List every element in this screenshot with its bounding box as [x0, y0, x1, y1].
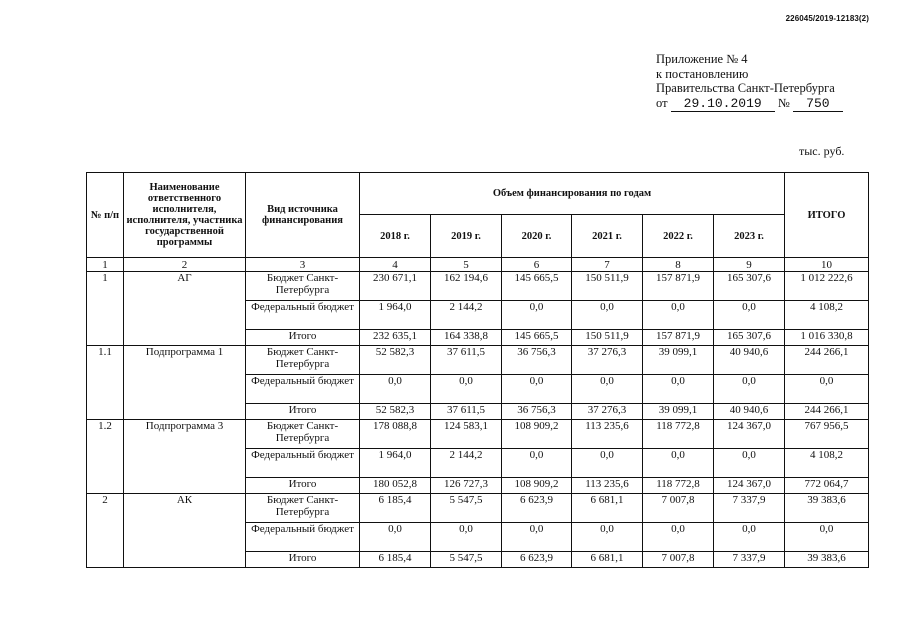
year-value: 5 547,5	[431, 494, 502, 523]
year-value: 6 185,4	[360, 494, 431, 523]
year-value: 0,0	[502, 301, 572, 330]
year-value: 124 367,0	[714, 478, 785, 494]
year-value: 6 681,1	[572, 494, 643, 523]
year-value: 6 623,9	[502, 494, 572, 523]
year-value: 5 547,5	[431, 552, 502, 568]
year-value: 37 276,3	[572, 404, 643, 420]
funding-source: Итого	[246, 478, 360, 494]
year-value: 108 909,2	[502, 420, 572, 449]
row-total: 767 956,5	[785, 420, 869, 449]
funding-source: Бюджет Санкт-Петербурга	[246, 494, 360, 523]
year-value: 157 871,9	[643, 330, 714, 346]
table-row	[87, 346, 869, 375]
year-value: 145 665,5	[502, 272, 572, 301]
column-number: 7	[572, 258, 643, 272]
date-prefix: от	[656, 95, 668, 110]
header-volume: Объем финансирования по годам	[360, 173, 785, 215]
program-name: АГ	[124, 272, 246, 346]
row-number: 1.2	[87, 420, 124, 494]
header-year: 2021 г.	[572, 215, 643, 258]
row-total: 39 383,6	[785, 494, 869, 523]
units-label: тыс. руб.	[799, 144, 845, 158]
year-value: 0,0	[643, 449, 714, 478]
row-number: 1	[87, 272, 124, 346]
header-total: ИТОГО	[785, 173, 869, 258]
year-value: 162 194,6	[431, 272, 502, 301]
header-year: 2022 г.	[643, 215, 714, 258]
row-total: 772 064,7	[785, 478, 869, 494]
year-value: 164 338,8	[431, 330, 502, 346]
header-name: Наименование ответственного исполнителя, исполнителя, участника государственной программы	[124, 173, 246, 258]
year-value: 124 367,0	[714, 420, 785, 449]
year-value: 2 144,2	[431, 449, 502, 478]
appendix-block	[656, 52, 843, 112]
appendix-title: Приложение № 4	[656, 52, 748, 66]
year-value: 2 144,2	[431, 301, 502, 330]
funding-source: Бюджет Санкт-Петербурга	[246, 346, 360, 375]
year-value: 165 307,6	[714, 330, 785, 346]
funding-source: Бюджет Санкт-Петербурга	[246, 272, 360, 301]
row-number: 2	[87, 494, 124, 568]
year-value: 52 582,3	[360, 346, 431, 375]
funding-source: Итого	[246, 330, 360, 346]
year-value: 1 964,0	[360, 301, 431, 330]
row-total: 4 108,2	[785, 301, 869, 330]
year-value: 165 307,6	[714, 272, 785, 301]
row-total: 0,0	[785, 375, 869, 404]
resolution-date: 29.10.2019	[671, 97, 775, 113]
appendix-government: Правительства Санкт-Петербурга	[656, 81, 835, 95]
program-name: АК	[124, 494, 246, 568]
resolution-number: 750	[793, 97, 843, 113]
year-value: 0,0	[431, 523, 502, 552]
header-year: 2020 г.	[502, 215, 572, 258]
column-number: 1	[87, 258, 124, 272]
year-value: 6 623,9	[502, 552, 572, 568]
year-value: 0,0	[643, 375, 714, 404]
year-value: 0,0	[572, 375, 643, 404]
year-value: 37 611,5	[431, 404, 502, 420]
year-value: 232 635,1	[360, 330, 431, 346]
year-value: 0,0	[714, 523, 785, 552]
funding-source: Федеральный бюджет	[246, 301, 360, 330]
table-row	[87, 494, 869, 523]
table-row	[87, 272, 869, 301]
year-value: 6 185,4	[360, 552, 431, 568]
row-total: 1 012 222,6	[785, 272, 869, 301]
year-value: 0,0	[572, 301, 643, 330]
year-value: 0,0	[714, 301, 785, 330]
header-year: 2018 г.	[360, 215, 431, 258]
year-value: 118 772,8	[643, 478, 714, 494]
funding-source: Бюджет Санкт-Петербурга	[246, 420, 360, 449]
column-number: 2	[124, 258, 246, 272]
year-value: 52 582,3	[360, 404, 431, 420]
year-value: 37 611,5	[431, 346, 502, 375]
header-source: Вид источника финансирования	[246, 173, 360, 258]
funding-source: Федеральный бюджет	[246, 523, 360, 552]
year-value: 7 007,8	[643, 552, 714, 568]
row-total: 244 266,1	[785, 404, 869, 420]
year-value: 6 681,1	[572, 552, 643, 568]
row-number: 1.1	[87, 346, 124, 420]
year-value: 118 772,8	[643, 420, 714, 449]
funding-source: Итого	[246, 552, 360, 568]
header-year: 2019 г.	[431, 215, 502, 258]
year-value: 0,0	[360, 375, 431, 404]
funding-source: Федеральный бюджет	[246, 449, 360, 478]
year-value: 150 511,9	[572, 330, 643, 346]
year-value: 157 871,9	[643, 272, 714, 301]
financing-table	[86, 172, 869, 568]
year-value: 7 337,9	[714, 552, 785, 568]
year-value: 178 088,8	[360, 420, 431, 449]
row-total: 0,0	[785, 523, 869, 552]
column-number: 10	[785, 258, 869, 272]
column-number: 8	[643, 258, 714, 272]
appendix-resolution: к постановлению	[656, 66, 749, 81]
year-value: 145 665,5	[502, 330, 572, 346]
number-prefix: №	[777, 95, 790, 110]
header-num: № п/п	[87, 173, 124, 258]
year-value: 0,0	[431, 375, 502, 404]
year-value: 150 511,9	[572, 272, 643, 301]
appendix-date-line	[656, 96, 843, 113]
year-value: 0,0	[643, 523, 714, 552]
document-id: 226045/2019-12183(2)	[785, 14, 869, 23]
year-value: 126 727,3	[431, 478, 502, 494]
year-value: 36 756,3	[502, 346, 572, 375]
year-value: 40 940,6	[714, 404, 785, 420]
year-value: 39 099,1	[643, 404, 714, 420]
column-number: 9	[714, 258, 785, 272]
year-value: 7 337,9	[714, 494, 785, 523]
column-number: 4	[360, 258, 431, 272]
year-value: 108 909,2	[502, 478, 572, 494]
funding-source: Федеральный бюджет	[246, 375, 360, 404]
year-value: 0,0	[502, 375, 572, 404]
year-value: 0,0	[572, 449, 643, 478]
row-total: 39 383,6	[785, 552, 869, 568]
program-name: Подпрограмма 1	[124, 346, 246, 420]
column-number: 6	[502, 258, 572, 272]
column-number: 3	[246, 258, 360, 272]
year-value: 0,0	[502, 523, 572, 552]
year-value: 36 756,3	[502, 404, 572, 420]
year-value: 0,0	[714, 375, 785, 404]
year-value: 0,0	[714, 449, 785, 478]
funding-source: Итого	[246, 404, 360, 420]
row-total: 244 266,1	[785, 346, 869, 375]
year-value: 7 007,8	[643, 494, 714, 523]
table-row	[87, 420, 869, 449]
program-name: Подпрограмма 3	[124, 420, 246, 494]
header-year: 2023 г.	[714, 215, 785, 258]
row-total: 4 108,2	[785, 449, 869, 478]
year-value: 113 235,6	[572, 478, 643, 494]
year-value: 0,0	[360, 523, 431, 552]
year-value: 0,0	[643, 301, 714, 330]
column-number: 5	[431, 258, 502, 272]
year-value: 40 940,6	[714, 346, 785, 375]
year-value: 230 671,1	[360, 272, 431, 301]
year-value: 0,0	[502, 449, 572, 478]
year-value: 113 235,6	[572, 420, 643, 449]
year-value: 180 052,8	[360, 478, 431, 494]
row-total: 1 016 330,8	[785, 330, 869, 346]
year-value: 124 583,1	[431, 420, 502, 449]
year-value: 39 099,1	[643, 346, 714, 375]
year-value: 0,0	[572, 523, 643, 552]
year-value: 37 276,3	[572, 346, 643, 375]
year-value: 1 964,0	[360, 449, 431, 478]
